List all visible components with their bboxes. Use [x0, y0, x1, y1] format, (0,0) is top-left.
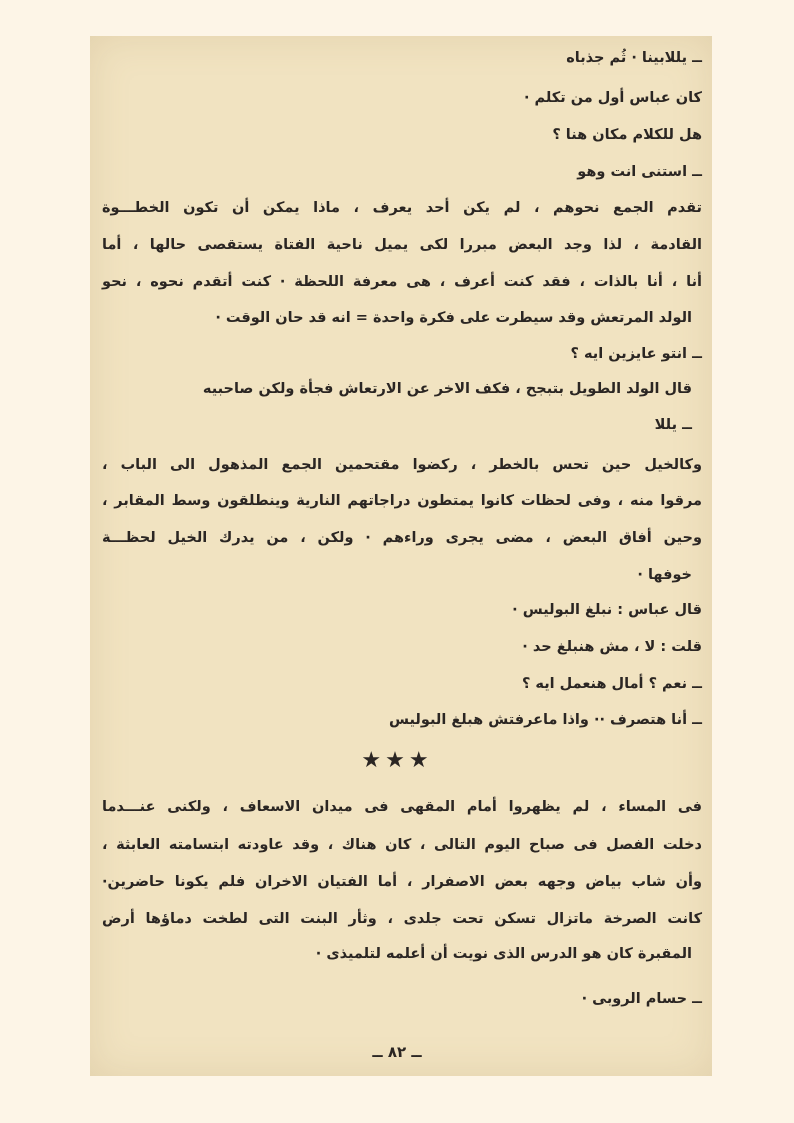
text-line-19: ــ أنا هتصرف ·· واذا ماعرفتش هبلغ البوليس: [389, 712, 702, 728]
text-line-18: ــ نعم ؟ أمال هنعمل ايه ؟: [521, 676, 702, 692]
text-line-24: المقبرة كان هو الدرس الذى نويت أن أعلمه لتلميذى ·: [315, 946, 692, 962]
text-line-6: القادمة ، لذا وجد البعض مبررا لكى يميل ناحية الفتاة يستقصى حالها ، أما: [102, 237, 702, 253]
page-number: ــ ٨٢ ــ: [372, 1043, 422, 1061]
text-line-13: مرقوا منه ، وفى لحظات كانوا يمتطون دراجاتهم النارية وينطلقون وسط المقابر ،: [102, 493, 702, 509]
author-signature: ــ حسام الروبى ·: [581, 991, 702, 1007]
text-line-20: فى المساء ، لم يظهروا أمام المقهى فى ميدان الاسعاف ، ولكنى عنـــدما: [102, 799, 702, 815]
text-line-15: خوفها ·: [637, 567, 692, 583]
text-line-23: كانت الصرخة ماتزال تسكن تحت جلدى ، وثأر البنت التى لطخت دماؤها أرض: [102, 911, 702, 927]
text-line-1: ــ يللابينا · ثُم جذباه: [566, 50, 702, 66]
text-line-16: قال عباس : نبلغ البوليس ·: [512, 602, 702, 618]
section-separator: ★★★: [361, 748, 433, 773]
text-line-10: قال الولد الطويل بتبجح ، فكف الاخر عن الارتعاش فجأة ولكن صاحبيه: [202, 381, 692, 397]
text-line-11: ــ يللا: [654, 417, 692, 433]
text-line-12: وكالخيل حين تحس بالخطر ، ركضوا مقتحمين الجمع المذهول الى الباب ،: [102, 457, 702, 473]
text-line-7: أنا ، أنا بالذات ، فقد كنت أعرف ، هى معرفة اللحظة · كنت أتقدم نحوه ، نحو: [102, 274, 702, 290]
text-line-9: ــ انتو عايزين ايه ؟: [570, 346, 702, 362]
text-line-3: هل للكلام مكان هنا ؟: [552, 127, 702, 143]
text-line-4: ــ استنى انت وهو: [577, 164, 702, 180]
text-line-22: وأن شاب بياض وجهه بعض الاصفرار ، أما الفتيان الاخران فلم يكونا حاضرين·: [102, 874, 702, 890]
text-line-5: تقدم الجمع نحوهم ، لم يكن أحد يعرف ، ماذا يمكن أن تكون الخطـــوة: [102, 200, 702, 216]
text-line-17: قلت : لا ، مش هنبلغ حد ·: [522, 639, 702, 655]
text-line-14: وحين أفاق البعض ، مضى يجرى وراءهم · ولكن ، من يدرك الخيل لحظـــة: [102, 530, 702, 546]
text-line-2: كان عباس أول من تكلم ·: [523, 90, 702, 106]
text-line-21: دخلت الفصل فى صباح اليوم التالى ، كان هناك ، وقد عاودته ابتسامته العابثة ،: [102, 837, 702, 853]
text-line-8: الولد المرتعش وقد سيطرت على فكرة واحدة = انه قد حان الوقت ·: [215, 310, 692, 326]
